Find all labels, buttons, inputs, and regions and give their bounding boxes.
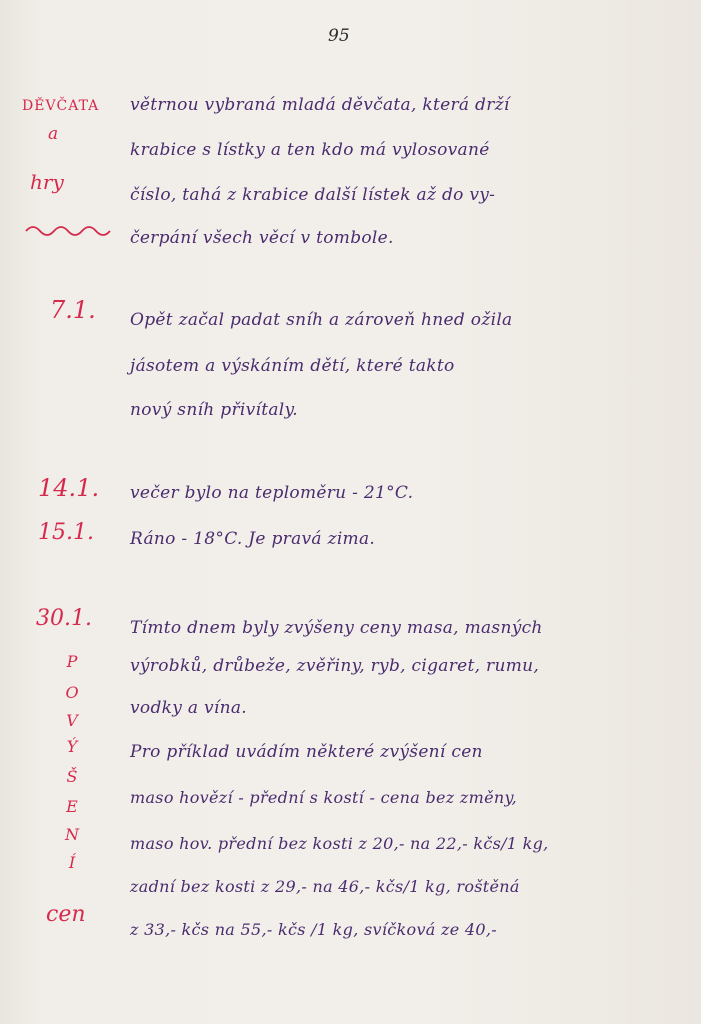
margin-vertical-letter: Š: [66, 767, 78, 786]
text-line: vodky a vína.: [130, 698, 247, 718]
margin-vertical-letter: N: [65, 825, 79, 844]
margin-vertical-letter: V: [66, 711, 78, 730]
text-line: Opět začal padat sníh a zároveň hned ožila: [130, 310, 513, 330]
margin-vertical-letter: Í: [68, 853, 76, 872]
margin-heading-hry: hry: [30, 170, 64, 194]
text-line: maso hovězí - přední s kostí - cena bez změny,: [130, 788, 518, 807]
text-line: krabice s lístky a ten kdo má vylosované: [130, 140, 490, 160]
margin-heading-devcata: DĚVČATA: [22, 98, 100, 114]
margin-vertical-letter: Ý: [66, 737, 78, 756]
text-line: večer bylo na teploměru - 21°C.: [130, 483, 414, 503]
margin-vertical-letter: E: [66, 797, 78, 816]
margin-heading-a: a: [48, 124, 59, 144]
text-line: Pro příklad uvádím některé zvýšení cen: [130, 742, 483, 762]
date-15-1: 15.1.: [38, 520, 94, 545]
text-line: Ráno - 18°C. Je pravá zima.: [130, 529, 376, 549]
margin-vertical-letter: O: [65, 683, 79, 702]
text-line: nový sníh přivítaly.: [130, 400, 298, 420]
text-line: Tímto dnem byly zvýšeny ceny masa, masných: [130, 618, 543, 638]
text-line: z 33,- kčs na 55,- kčs /1 kg, svíčková ze 40,-: [130, 920, 497, 939]
margin-vertical-letter: P: [66, 652, 78, 671]
margin-cen: cen: [46, 902, 86, 927]
date-7-1: 7.1.: [50, 296, 96, 324]
date-14-1: 14.1.: [38, 474, 100, 502]
text-line: číslo, tahá z krabice další lístek až do vy-: [130, 185, 496, 205]
text-line: jásotem a výskáním dětí, které takto: [130, 356, 455, 376]
text-line: maso hov. přední bez kosti z 20,- na 22,- kčs/1 kg,: [130, 834, 549, 853]
page-number: 95: [328, 26, 350, 46]
wavy-underline-icon: [24, 221, 114, 239]
text-line: větrnou vybraná mladá děvčata, která drží: [130, 95, 510, 115]
date-30-1: 30.1.: [36, 606, 92, 631]
text-line: výrobků, drůbeže, zvěřiny, ryb, cigaret, rumu,: [130, 656, 540, 676]
text-line: čerpání všech věcí v tombole.: [130, 228, 394, 248]
text-line: zadní bez kosti z 29,- na 46,- kčs/1 kg, roštěná: [130, 877, 520, 896]
